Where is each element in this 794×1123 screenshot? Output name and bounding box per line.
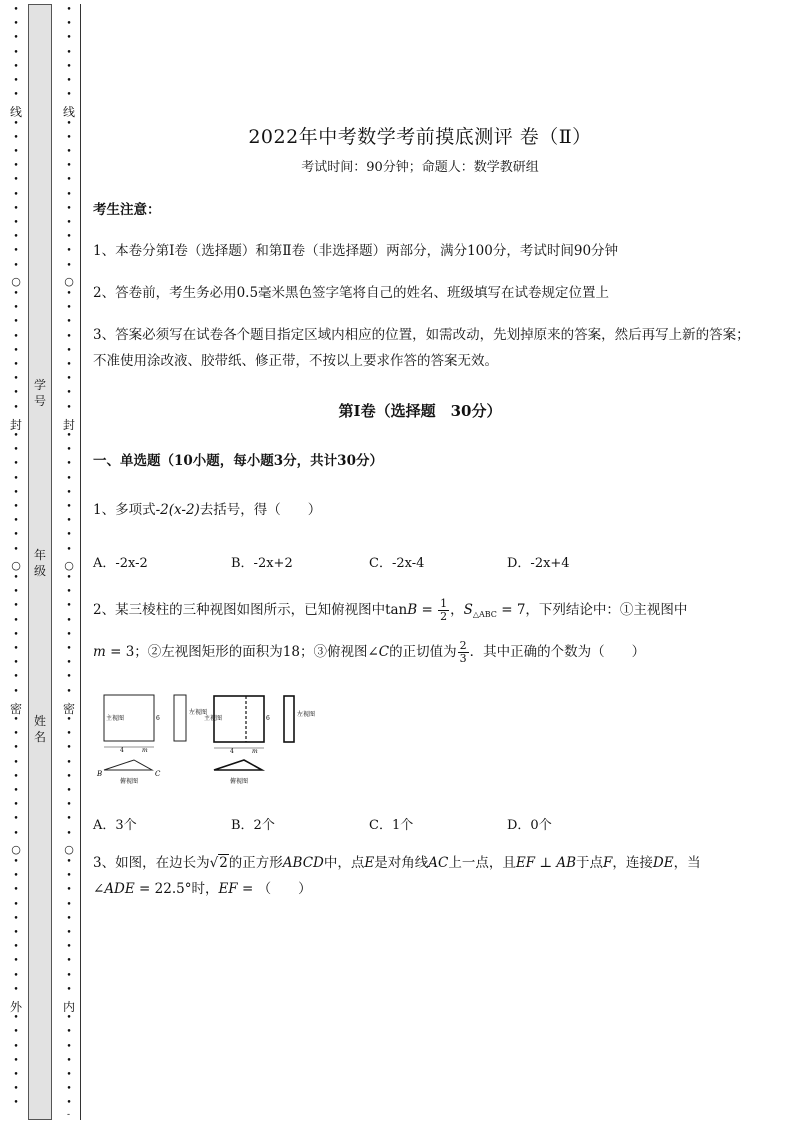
seal-dot: • (13, 587, 19, 598)
seal-ring: ○ (64, 842, 74, 856)
seal-dot: • (13, 857, 19, 867)
seal-dot: • (66, 161, 72, 172)
seal-dot: • (13, 516, 19, 527)
question-3-line-1: 3、如图，在边长为√2的正方形ABCD中，点E是对角线AC上一点，且EF ⊥ AB于点F，连接DE，当 (93, 855, 701, 871)
seal-dot: • (66, 615, 72, 626)
margin-tick: - (67, 1110, 71, 1120)
top-view-triangle (104, 760, 152, 770)
seal-dot: • (13, 956, 19, 967)
front-width-label-2: 4 (230, 748, 234, 755)
grade-label: 年级 (33, 548, 46, 578)
seal-dot: • (13, 487, 19, 498)
seal-dot: • (66, 743, 72, 754)
seal-dot: • (66, 118, 72, 129)
seal-dot: • (66, 1070, 72, 1080)
left-view-rect-2 (284, 696, 294, 742)
seal-dot: • (66, 260, 72, 271)
seal-dot: • (13, 147, 19, 157)
top-view-C: C (155, 770, 161, 778)
seal-dot: • (13, 218, 19, 228)
seal-ring: ○ (11, 558, 21, 572)
seal-ring: ○ (64, 558, 74, 572)
seal-dot: • (13, 360, 19, 370)
seal-dot: • (66, 715, 72, 725)
seal-dot: • (66, 61, 72, 72)
notice-item-3: 3、答案必须写在试卷各个题目指定区域内相应的位置，如需改动，先划掉原来的答案，然后再写上新的答案；不准使用涂改液、胶带纸、修正带，不按以上要求作答的答案无效。 (93, 327, 750, 369)
page-title: 2022年中考数学考前摸底测评 卷（Ⅱ） (248, 126, 592, 148)
seal-dot: • (66, 445, 72, 456)
seal-dot: • (66, 1027, 72, 1038)
front-height-label: 6 (156, 715, 160, 722)
seal-dot: • (13, 5, 19, 15)
seal-dot: • (66, 516, 72, 527)
seal-dot: • (66, 132, 72, 143)
seal-dot: • (66, 1098, 72, 1109)
seal-dot: • (13, 374, 19, 385)
seal-dot: • (66, 871, 72, 882)
seal-dot: • (13, 246, 19, 257)
seal-dot: • (13, 431, 19, 441)
seal-dot: • (13, 573, 19, 583)
seal-ring: ○ (11, 842, 21, 856)
seal-dot: • (66, 502, 72, 512)
seal-dot: • (13, 544, 19, 555)
seal-dot: • (13, 331, 19, 342)
seal-dot: • (66, 885, 72, 896)
seal-dot: • (66, 658, 72, 669)
seal-word: 密 (63, 701, 76, 716)
seal-dot: • (66, 970, 72, 981)
seal-dot: • (13, 132, 19, 143)
seal-word: 线 (10, 105, 23, 120)
seal-dot: • (66, 942, 72, 953)
seal-dot: • (13, 885, 19, 896)
q1-option-c[interactable]: C．-2x-4 (369, 556, 425, 571)
seal-dot: • (66, 431, 72, 441)
seal-dot: • (66, 289, 72, 299)
front-height-label-2: 6 (266, 715, 270, 722)
notice-heading: 考生注意： (93, 202, 161, 218)
seal-dot: • (13, 232, 19, 243)
seal-dot: • (66, 629, 72, 640)
q2-fraction-1: $\frac{1}{2}$ (440, 597, 448, 623)
seal-dot: • (13, 388, 19, 399)
seal-dot: • (66, 956, 72, 967)
seal-dot: • (13, 686, 19, 697)
seal-ring: ○ (11, 274, 21, 288)
seal-dot: • (66, 786, 72, 796)
seal-dot: • (13, 289, 19, 299)
seal-dot: • (13, 729, 19, 740)
seal-dot: • (13, 871, 19, 882)
seal-dot: • (13, 715, 19, 725)
seal-dot: • (66, 331, 72, 342)
seal-dot: • (66, 76, 72, 86)
seal-dot: • (66, 47, 72, 58)
question-1-stem: 1、多项式-2(x-2)去括号，得（ ） (93, 502, 322, 518)
seal-dot: • (66, 601, 72, 612)
seal-dot: • (13, 601, 19, 612)
seal-dot: • (13, 189, 19, 200)
seal-dot: • (13, 928, 19, 938)
seal-dot: • (13, 61, 19, 72)
part-heading: 一、单选题（10小题，每小题3分，共计30分） (93, 453, 383, 469)
seal-word: 内 (63, 1000, 76, 1014)
seal-dot: • (13, 629, 19, 640)
seal-dot: • (13, 942, 19, 953)
seal-dot: • (66, 544, 72, 555)
seal-dot: • (66, 857, 72, 867)
seal-dot: • (66, 19, 72, 30)
seal-dot: • (66, 487, 72, 498)
front-m-label-2: m (252, 748, 258, 755)
seal-dot: • (66, 90, 72, 101)
seal-dot: • (13, 445, 19, 456)
left-view-label-2: 左视图 (297, 711, 316, 718)
seal-dot: • (13, 33, 19, 44)
seal-word: 封 (63, 417, 76, 432)
seal-dot: • (13, 786, 19, 796)
notice-item-1: 1、本卷分第Ⅰ卷（选择题）和第Ⅱ卷（非选择题）两部分，满分100分，考试时间90分钟 (93, 243, 619, 259)
seal-dot: • (13, 913, 19, 924)
seal-dot: • (13, 459, 19, 470)
front-view-label: 主视图 (106, 715, 125, 722)
seal-dot: • (13, 303, 19, 314)
seal-dot: • (66, 317, 72, 328)
seal-dot: • (13, 47, 19, 58)
seal-ring: ○ (64, 274, 74, 288)
seal-dot: • (66, 587, 72, 598)
q2-option-d[interactable]: D．0个 (507, 818, 552, 833)
seal-dot: • (66, 757, 72, 768)
seal-dot: • (13, 203, 19, 214)
q1-expression: -2(x-2) (155, 502, 200, 518)
seal-dot: • (66, 203, 72, 214)
left-view-rect (174, 695, 186, 741)
question-2-line-2: m = 3；②左视图矩形的面积为18；③俯视图∠C的正切值为 $\frac{2}{3}$ ．其中正确的个数为（ ） (93, 639, 646, 665)
seal-dot: • (66, 686, 72, 697)
seal-dot: • (13, 644, 19, 654)
seal-word: 外 (10, 1000, 23, 1014)
seal-dot: • (66, 913, 72, 924)
top-view-label-2: 俯视图 (230, 778, 249, 785)
seal-dot: • (13, 1098, 19, 1109)
seal-dot: • (13, 984, 19, 995)
seal-dot: • (13, 658, 19, 669)
inner-seal-column (63, 6, 75, 1118)
seal-dot: • (13, 1041, 19, 1052)
seal-dot: • (66, 374, 72, 385)
student-id-label: 学号 (33, 378, 46, 408)
seal-dot: • (13, 800, 19, 811)
seal-word: 线 (63, 105, 76, 120)
seal-dot: • (66, 218, 72, 228)
seal-dot: • (13, 473, 19, 484)
seal-dot: • (13, 899, 19, 910)
seal-dot: • (66, 644, 72, 654)
seal-dot: • (66, 530, 72, 541)
seal-dot: • (66, 360, 72, 370)
q2-option-b[interactable]: B．2个 (231, 818, 275, 833)
seal-dot: • (66, 573, 72, 583)
seal-dot: • (13, 402, 19, 413)
seal-dot: • (13, 161, 19, 172)
seal-dot: • (66, 672, 72, 683)
seal-dot: • (13, 771, 19, 782)
front-width-label: 4 (120, 747, 124, 754)
margin-divider-line (80, 4, 81, 1120)
outer-seal-column (10, 6, 22, 1118)
seal-dot: • (13, 76, 19, 86)
seal-dot: • (66, 5, 72, 15)
top-view-label: 俯视图 (120, 778, 139, 785)
seal-dot: • (13, 743, 19, 754)
seal-dot: • (66, 1055, 72, 1066)
seal-dot: • (66, 402, 72, 413)
seal-dot: • (13, 828, 19, 839)
seal-dot: • (13, 814, 19, 825)
seal-dot: • (66, 33, 72, 44)
seal-dot: • (66, 1013, 72, 1024)
seal-dot: • (13, 1070, 19, 1080)
seal-dot: • (66, 345, 72, 356)
seal-dot: • (66, 729, 72, 740)
top-view-B: B (97, 770, 103, 778)
three-view-figure (94, 690, 324, 790)
left-view-label: 左视图 (189, 709, 208, 716)
seal-dot: • (13, 317, 19, 328)
seal-dot: • (13, 757, 19, 768)
seal-dot: • (13, 970, 19, 981)
q1-option-b[interactable]: B．-2x+2 (231, 556, 293, 571)
seal-dot: • (13, 19, 19, 30)
seal-dot: • (66, 175, 72, 186)
seal-dot: • (66, 800, 72, 811)
question-3-line-2: ∠ADE = 22.5°时，EF = （ ） (93, 881, 312, 897)
seal-dot: • (66, 303, 72, 314)
name-label: 姓名 (33, 714, 46, 744)
seal-dot: • (13, 615, 19, 626)
seal-dot: • (13, 260, 19, 271)
front-view-label-2: 主视图 (204, 715, 223, 722)
seal-dot: • (66, 928, 72, 938)
seal-dot: • (66, 828, 72, 839)
q2-fraction-2: $\frac{2}{3}$ (459, 639, 467, 665)
seal-word: 封 (10, 417, 23, 432)
seal-word: 密 (10, 701, 23, 716)
seal-dot: • (13, 90, 19, 101)
front-m-label: m (142, 747, 148, 754)
seal-dot: • (13, 502, 19, 512)
seal-dot: • (66, 232, 72, 243)
q1-option-d[interactable]: D．-2x+4 (507, 556, 570, 571)
seal-dot: • (13, 672, 19, 683)
seal-dot: • (66, 1084, 72, 1095)
seal-dot: • (66, 1041, 72, 1052)
seal-dot: • (13, 118, 19, 129)
seal-dot: • (13, 1055, 19, 1066)
seal-dot: • (13, 175, 19, 186)
student-info-strip (28, 4, 52, 1120)
seal-dot: • (66, 899, 72, 910)
seal-dot: • (66, 246, 72, 257)
seal-dot: • (13, 530, 19, 541)
seal-dot: • (66, 388, 72, 399)
seal-dot: • (66, 147, 72, 157)
seal-dot: • (66, 771, 72, 782)
seal-dot: • (13, 1013, 19, 1024)
q2-option-a[interactable]: A．3个 (93, 818, 137, 833)
notice-item-2: 2、答卷前，考生务必用0.5毫米黑色签字笔将自己的姓名、班级填写在试卷规定位置上 (93, 285, 610, 301)
section-title: 第Ⅰ卷（选择题 30分） (338, 402, 502, 420)
exam-info: 考试时间：90分钟；命题人：数学教研组 (301, 160, 539, 175)
seal-dot: • (13, 1027, 19, 1038)
q1-option-a[interactable]: A．-2x-2 (93, 556, 148, 571)
seal-dot: • (66, 814, 72, 825)
q3-sqrt: 2 (219, 855, 228, 871)
seal-dot: • (13, 345, 19, 356)
seal-dot: • (13, 1084, 19, 1095)
seal-dot: • (66, 473, 72, 484)
seal-dot: • (66, 459, 72, 470)
question-2-line-1: 2、某三棱柱的三种视图如图所示，已知俯视图中tanB = $\frac{1}{2}$ ，$S_{\triangle ABC} = 7$，下列结论中：①主视图中 (93, 597, 688, 623)
top-view-triangle-2 (214, 760, 262, 770)
q2-option-c[interactable]: C．1个 (369, 818, 414, 833)
seal-dot: • (66, 189, 72, 200)
seal-dot: • (66, 984, 72, 995)
